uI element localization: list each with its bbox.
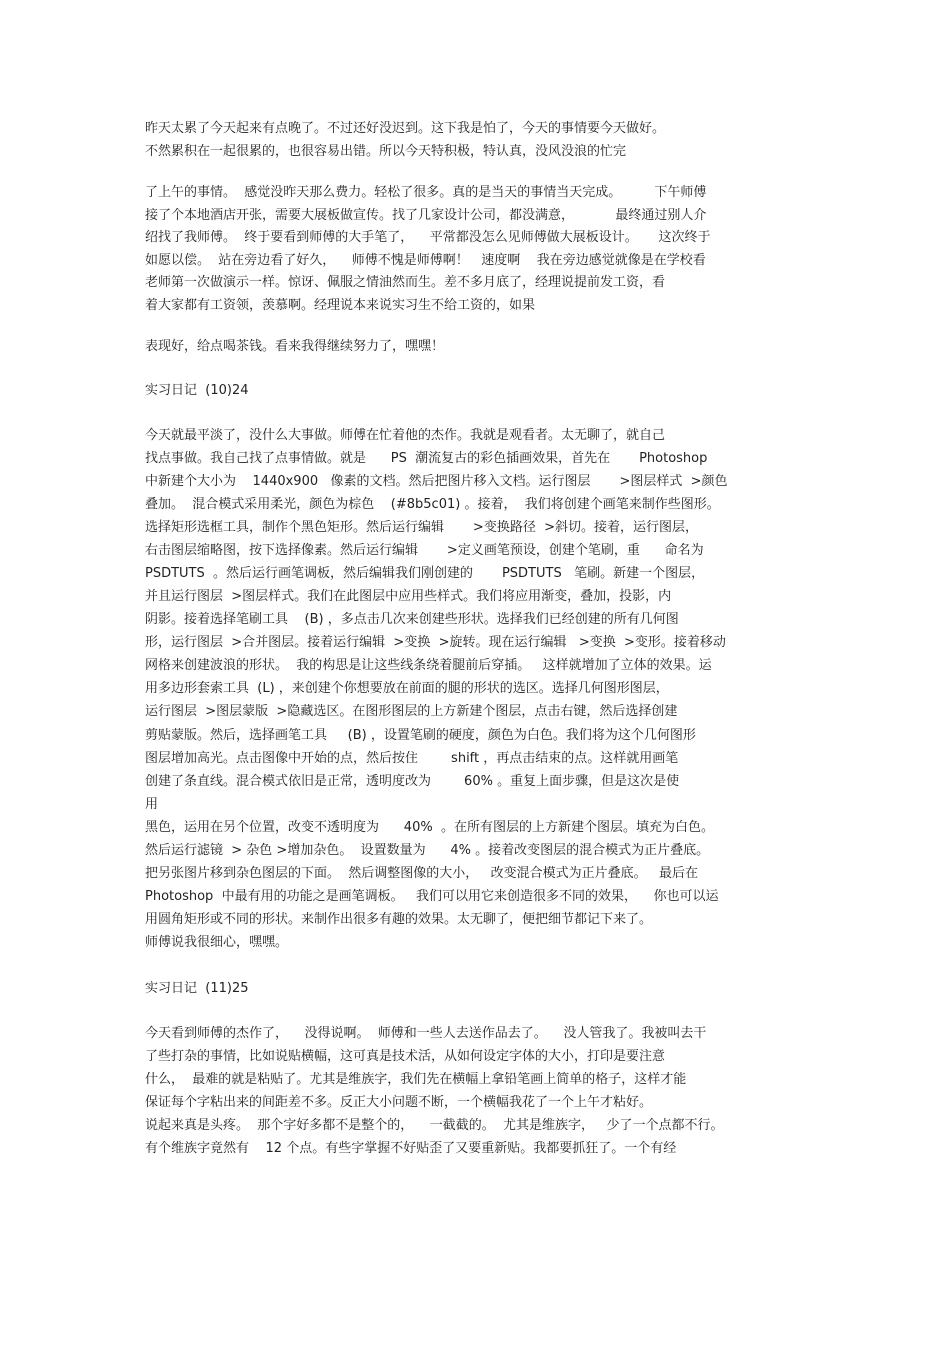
text-line: 选择矩形选框工具，制作个黑色矩形。然后运行编辑 >变换路径 >斜切。接着，运行图层， [145,520,698,535]
text-line: 用 [145,797,159,812]
text-line: 如愿以偿。 站在旁边看了好久， 师傅不愧是师傅啊！ 速度啊 我在旁边感觉就像是在学校看 [145,253,706,268]
text-line: 接了个本地酒店开张，需要大展板做宣传。找了几家设计公司，都没满意， 最终通过别人介 [145,208,707,223]
text-line: 今天就最平淡了，没什么大事做。师傅在忙着他的杰作。我就是观看者。太无聊了，就自己 [145,428,666,443]
text-line: 右击图层缩略图，按下选择像素。然后运行编辑 >定义画笔预设，创建个笔刷，重 命名为 [145,543,704,558]
text-line: 形，运行图层 >合并图层。接着运行编辑 >变换 >旋转。现在运行编辑 >变换 >变形。接着移动 [145,635,726,650]
section-heading: 实习日记 (10)24 [145,383,249,398]
text-line: 了上午的事情。 感觉没昨天那么费力。轻松了很多。真的是当天的事情当天完成。 下午师傅 [145,185,707,200]
text-line: Photoshop 中最有用的功能之是画笔调板。 我们可以用它来创造很多不同的效果， 你也可以运 [145,889,719,904]
text-line: 把另张图片移到杂色图层的下面。 然后调整图像的大小， 改变混合模式为正片叠底。 最后在 [145,866,699,881]
text-line: 保证每个字粘出来的间距差不多。反正大小问题不断，一个横幅我花了一个上午才粘好。 [145,1095,653,1110]
text-line: 剪贴蒙版。然后，选择画笔工具 (B) ，设置笔刷的硬度，颜色为白色。我们将为这个几何图形 [145,728,696,743]
text-line: 图层增加高光。点击图像中开始的点，然后按住 shift ，再点击结束的点。这样就用画笔 [145,751,679,766]
text-line: 今天看到师傅的杰作了， 没得说啊。 师傅和一些人去送作品去了。 没人管我了。我被叫去干 [145,1026,707,1041]
text-line: 网格来创建波浪的形状。 我的构思是让这些线条绕着腿前后穿插。 这样就增加了立体的效果。运 [145,658,712,673]
text-line: 表现好，给点喝茶钱。看来我得继续努力了，嘿嘿！ [145,339,445,354]
text-line: 有个维族字竟然有 12 个点。有些字掌握不好贴歪了又要重新贴。我都要抓狂了。一个有经 [145,1141,677,1156]
text-line: 着大家都有工资领，羡慕啊。经理说本来说实习生不给工资的，如果 [145,298,536,313]
text-line: 说起来真是头疼。 那个字好多都不是整个的， 一截截的。 尤其是维族字， 少了一个点都不行。 [145,1118,724,1133]
text-line: PSDTUTS 。然后运行画笔调板，然后编辑我们刚创建的 PSDTUTS 笔刷。新建一个图层， [145,566,705,581]
text-line: 创建了条直线。混合模式依旧是正常，透明度改为 60% 。重复上面步骤，但是这次是使 [145,774,680,789]
text-line: 用圆角矩形或不同的形状。来制作出很多有趣的效果。太无聊了，便把细节都记下来了。 [145,912,653,927]
text-line: 师傅说我很细心，嘿嘿。 [145,935,289,950]
text-line: 不然累积在一起很累的，也很容易出错。所以今天特积极，特认真，没风没浪的忙完 [145,144,627,159]
text-line: 老师第一次做演示一样。惊讶、佩服之情油然而生。差不多月底了，经理说提前发工资，看 [145,275,666,290]
text-line: 了些打杂的事情，比如说贴横幅，这可真是技术活，从如何设定字体的大小，打印是要注意 [145,1049,666,1064]
text-line: 什么， 最难的就是粘贴了。尤其是维族字，我们先在横幅上拿铅笔画上简单的格子，这样才能 [145,1072,687,1087]
section-heading: 实习日记 (11)25 [145,981,249,996]
text-line: 昨天太累了今天起来有点晚了。不过还好没迟到。这下我是怕了，今天的事情要今天做好。 [145,121,666,136]
text-line: 叠加。 混合模式采用柔光，颜色为棕色 (#8b5c01) 。接着， 我们将创建个画笔来制作些图形。 [145,497,720,512]
text-line: 中新建个大小为 1440x900 像素的文档。然后把图片移入文档。运行图层 >图层样式 >颜色 [145,474,728,489]
text-line: 绍找了我师傅。 终于要看到师傅的大手笔了， 平常都没怎么见师傅做大展板设计。 这次终于 [145,230,711,245]
text-line: 并且运行图层 >图层样式。我们在此图层中应用些样式。我们将应用渐变，叠加，投影，内 [145,589,672,604]
text-line: 用多边形套索工具 (L) ，来创建个你想要放在前面的腿的形状的选区。选择几何图形图层， [145,681,669,696]
text-line: 黑色，运用在另个位置，改变不透明度为 40% 。在所有图层的上方新建个图层。填充为白色。 [145,820,714,835]
text-line: 运行图层 >图层蒙版 >隐藏选区。在图形图层的上方新建个图层，点击右键，然后选择创建 [145,704,678,719]
text-line: 找点事做。我自己找了点事情做。就是 PS 潮流复古的彩色插画效果，首先在 Photoshop [145,451,708,466]
text-line: 阴影。接着选择笔刷工具 (B) ，多点击几次来创建些形状。选择我们已经创建的所有几何图 [145,612,679,627]
text-line: 然后运行滤镜 > 杂色 >增加杂色。 设置数量为 4% 。接着改变图层的混合模式为正片叠底。 [145,843,710,858]
